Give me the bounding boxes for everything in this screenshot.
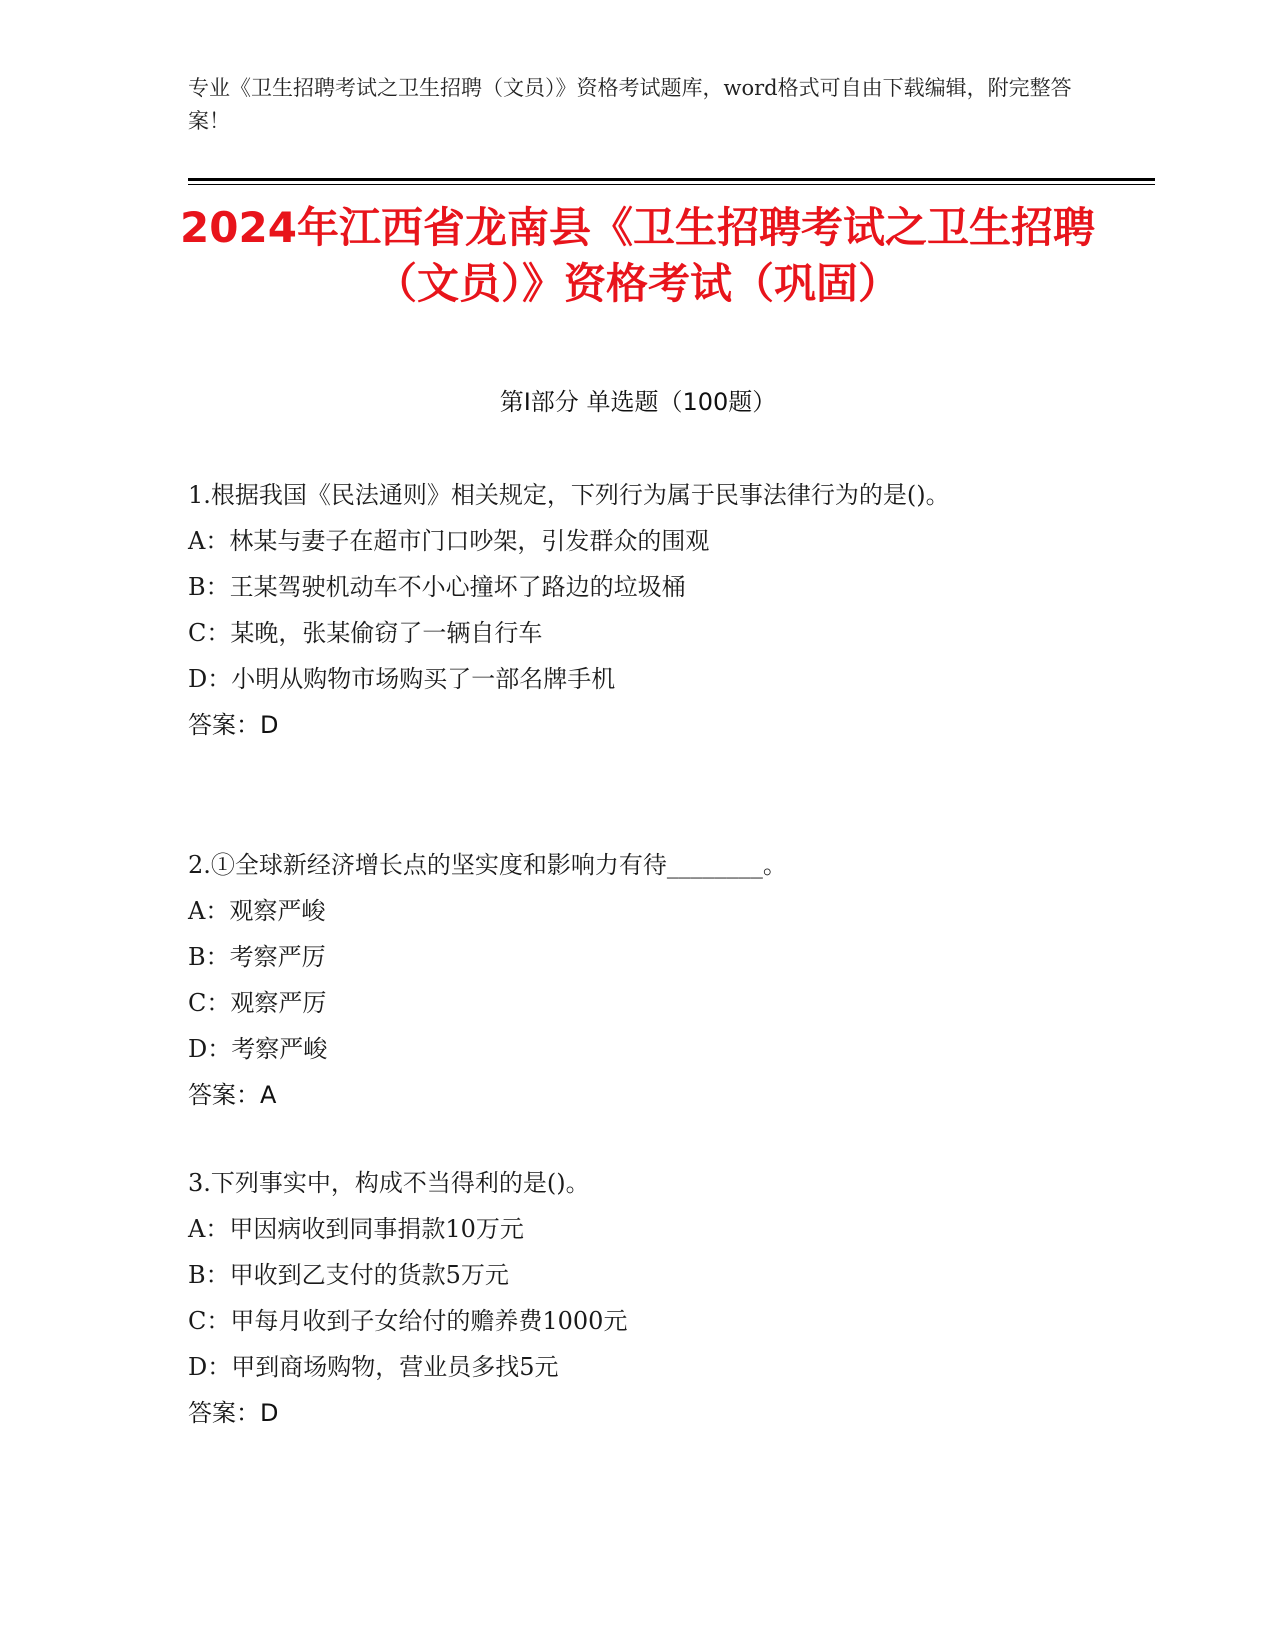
option-b: B：王某驾驶机动车不小心撞坏了路边的垃圾桶 xyxy=(188,573,686,601)
option-d: D：小明从购物市场购买了一部名牌手机 xyxy=(188,665,616,693)
answer: 答案：D xyxy=(188,1399,279,1427)
section-title: 第I部分 单选题（100题） xyxy=(499,388,777,416)
option-d: D：甲到商场购物，营业员多找5元 xyxy=(188,1353,559,1381)
question-stem: 3.下列事实中，构成不当得利的是()。 xyxy=(188,1169,590,1197)
header-divider-thick xyxy=(188,178,1155,181)
question-1 xyxy=(188,472,1088,748)
question-stem: 1.根据我国《民法通则》相关规定，下列行为属于民事法律行为的是()。 xyxy=(188,481,950,509)
question-2 xyxy=(188,842,1088,1118)
option-c: C：甲每月收到子女给付的赡养费1000元 xyxy=(188,1307,628,1335)
option-b: B：甲收到乙支付的货款5万元 xyxy=(188,1261,509,1289)
document-title: 2024年江西省龙南县《卫生招聘考试之卫生招聘（文员）》资格考试（巩固） xyxy=(180,203,1095,308)
answer: 答案：A xyxy=(188,1081,277,1109)
question-3 xyxy=(188,1160,1088,1436)
option-d: D：考察严峻 xyxy=(188,1035,328,1063)
option-c: C：观察严厉 xyxy=(188,989,327,1017)
answer: 答案：D xyxy=(188,711,279,739)
option-a: A：观察严峻 xyxy=(188,897,326,925)
header-divider-thin xyxy=(188,184,1155,185)
option-a: A：林某与妻子在超市门口吵架，引发群众的围观 xyxy=(188,527,710,555)
option-c: C：某晚，张某偷窃了一辆自行车 xyxy=(188,619,543,647)
header-note: 专业《卫生招聘考试之卫生招聘（文员）》资格考试题库，word格式可自由下载编辑，附完整答案！ xyxy=(188,76,1072,133)
question-stem: 2.①全球新经济增长点的坚实度和影响力有待________。 xyxy=(188,851,787,879)
option-a: A：甲因病收到同事捐款10万元 xyxy=(188,1215,524,1243)
option-b: B：考察严厉 xyxy=(188,943,326,971)
